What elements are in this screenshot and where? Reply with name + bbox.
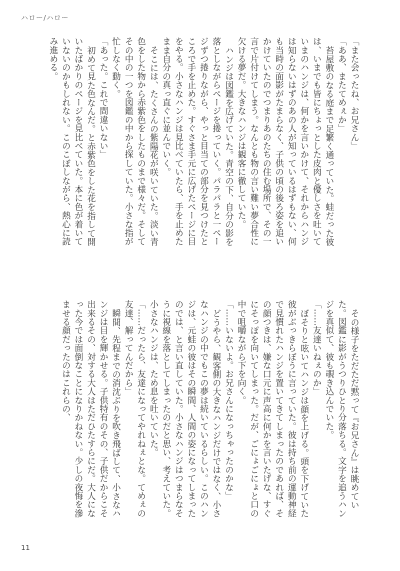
lower-paragraph: ぼそりと呟いてハンジは顔を上げる。頭を下げていた彼がぶっきらぼうに言っていた。彼は持ち前の運動神経で見慣れたハンジを置いてきてしまったのであれば、その顔つきは、嫌な口元に声高に何かを言いたげな、すぐにそっぽを向いてしまった。だが、ごにょごにょと口の中で咀嚼ながら下を向く。 xyxy=(236,300,309,518)
running-header: ハロー/ハロー xyxy=(21,14,69,22)
page-number: 11 xyxy=(21,544,30,552)
upper-paragraph: ハンジは図鑑を広げていた。青空の下、自分の影を落としながらページを捲っていく。パラパラと一ページずつ捲りながら、やっと目当ての部分を見つけたところで手を止めた。すぐさま手元に広げたページに目をやる。小さなハンジは見比べていたら、手を止めたまま自分の真っ直ぐに並んでいく。 xyxy=(160,37,234,246)
lower-paragraph: その様子をただただ黙って『お兄さん』は眺めていた。図鑑に影がうつりひとり分落ちる。文字を追うハンジを真似て、彼も覗き込んでいた。 xyxy=(323,300,359,518)
lower-paragraph: 「……いないよ。お兄さんになっちゃったのかな」 xyxy=(223,300,234,501)
lower-paragraph: 「……友達いねぇのか」 xyxy=(311,300,322,396)
lower-paragraph: どうやら、観客側の大きなハンジだけではなく、小さなハンジの中でもこの夢は続いているらしい。このハンジは、元蛙の彼はその瞬間、人間の姿になってしまったのでは、と言い直していた。小さなハンジはつまらなそうに視線を落としてしまったのだと思い、考えていた。小さなハンジは、ため息を吐いていた。 xyxy=(148,300,221,518)
upper-paragraph: 「あった。これで間違いない」 xyxy=(98,37,109,159)
text-block-upper xyxy=(40,37,360,252)
upper-paragraph: そこには、たくさんの紫陽花が咲いていた。淡い青色をした物から赤紫色をしたものまで様々だ。そしてその中の一つを図鑑の中から探していた。小さな指が忙しなく動く。 xyxy=(110,37,159,246)
upper-paragraph: 「ああ、またてめぇか」 xyxy=(336,37,347,133)
lower-paragraph: 瞬間、先程までの消沈ぶりを吹き飛ばして、小さなハンジは目を輝かせる。子供特有のその、子供だからこそ出来るその、対する大人はただひたすらにだ。大人になった今では面倒なことになりかねない。少しの夜悔を滲ませる顔だったのはこれらの、 xyxy=(60,300,121,518)
lower-paragraph: 「……だったら、友達になってやれねぇとな。てめぇの友達、解ってんだから」 xyxy=(123,300,146,518)
text-block-lower xyxy=(40,300,360,525)
upper-paragraph: 苔屋敷のなる庭まで足繁く通っていた。蛙だった彼は、いまでも皆にちょっとした皮肉と優しさを吐いていまのハンジは、何かを言いかけて、それからハンジは知らないはずのあの人が知っているはずもない、何も当時の面影がたまらなく、子供の頃の後ろ姿を追いかけていたのでつまりあのたちの住む場所で、その一言で片付けてしまう。なんとも物の言い難い夢合性に欠ける夢だ。大きなハンジは観客に徹していた。 xyxy=(236,37,334,246)
upper-paragraph: 初めて見た色なんだ。と赤紫色をした花を指して開いたばかりのページを見比べていた。本に色が着いていないのかもしれない。このこぼしながら、熱心に読み進める。 xyxy=(47,37,96,246)
upper-paragraph: 「また会ったね、お兄さん」 xyxy=(349,37,359,151)
